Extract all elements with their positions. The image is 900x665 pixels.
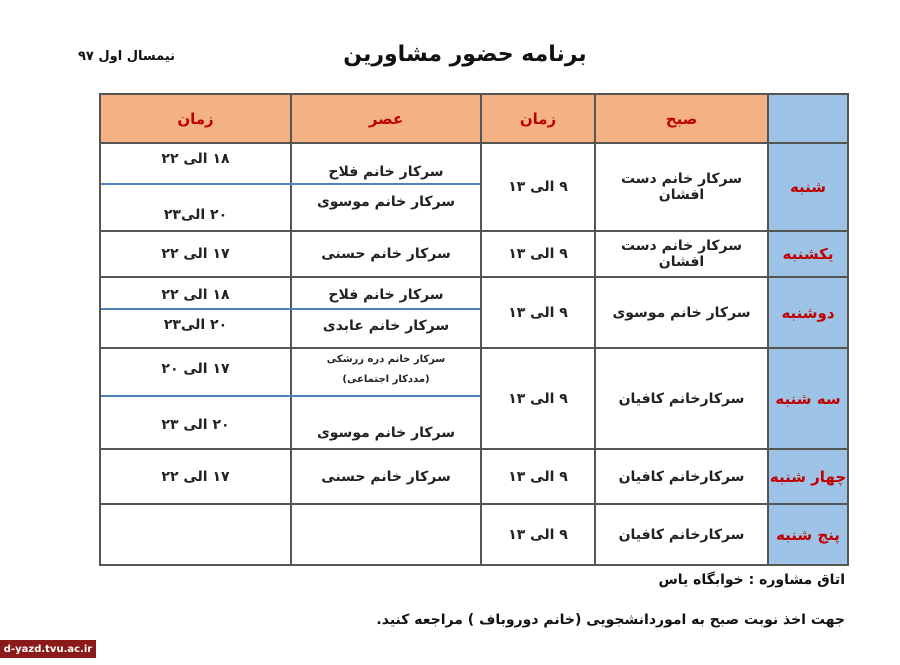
header-corner [769,95,847,142]
afternoon-wednesday: سرکار خانم حسنی [321,468,451,485]
afternoon-saturday-1: سرکار خانم فلاح [328,164,444,180]
header-time-morning: زمان [482,95,594,142]
afternoon-time-tuesday-1: ۱۷ الی ۲۰ [161,361,230,377]
morning-time-monday: ۹ الی ۱۳ [508,304,568,321]
day-monday: دوشنبه [769,278,847,347]
semester-label: نیمسال اول ۹۷ [78,49,176,64]
header-morning: صبح [596,95,767,142]
afternoon-saturday-2: سرکار خانم موسوی [316,194,456,210]
morning-time-wednesday: ۹ الی ۱۳ [508,468,568,485]
afternoon-tuesday-1-role: (مددکار اجتماعی) [342,374,430,385]
afternoon-time-saturday-1: ۱۸ الی ۲۲ [161,151,230,167]
morning-saturday: سرکار خانم دست افشان [620,171,743,203]
day-tuesday: سه شنبه [769,349,847,448]
morning-time-tuesday: ۹ الی ۱۳ [508,390,568,407]
afternoon-time-wednesday: ۱۷ الی ۲۲ [161,468,230,485]
afternoon-tuesday-1: سرکار خانم دره زرشکی [326,354,446,365]
afternoon-sunday: سرکار خانم حسنی [321,246,451,262]
day-sunday: یکشنبه [769,232,847,276]
site-badge: d-yazd.tvu.ac.ir [0,640,96,658]
afternoon-monday-2: سرکار خانم عابدی [322,318,450,334]
afternoon-time-monday-2: ۲۰ الی۲۳ [163,317,228,333]
afternoon-tuesday-2: سرکار خانم موسوی [316,425,456,441]
day-wednesday: چهار شنبه [769,450,847,503]
footer-note: جهت اخذ نوبت صبح به اموردانشجویی (خانم دوروباف ) مراجعه کنید. [376,612,845,628]
morning-tuesday: سرکارخانم کافیان [618,390,745,407]
header-time-afternoon: زمان [101,95,290,142]
page-title: برنامه حضور مشاورین [343,42,587,67]
morning-time-saturday: ۹ الی ۱۳ [508,179,568,195]
afternoon-time-monday-1: ۱۸ الی ۲۲ [161,287,230,303]
morning-thursday: سرکارخانم کافیان [618,526,745,543]
afternoon-time-saturday-2: ۲۰ الی۲۳ [163,207,228,223]
header-afternoon: عصر [292,95,480,142]
room-note: اتاق مشاوره : خوابگاه یاس [658,572,845,588]
morning-monday: سرکار خانم موسوی [612,304,751,321]
afternoon-monday-1: سرکار خانم فلاح [328,287,444,303]
afternoon-time-tuesday-2: ۲۰ الی ۲۳ [161,417,230,433]
morning-wednesday: سرکارخانم کافیان [618,468,745,485]
day-saturday: شنبه [769,144,847,230]
morning-time-thursday: ۹ الی ۱۳ [508,526,568,543]
day-thursday: پنج شنبه [769,505,847,564]
schedule-table [99,93,849,566]
afternoon-time-sunday: ۱۷ الی ۲۲ [161,246,230,262]
morning-sunday: سرکار خانم دست افشان [620,238,743,270]
morning-time-sunday: ۹ الی ۱۳ [508,246,568,262]
